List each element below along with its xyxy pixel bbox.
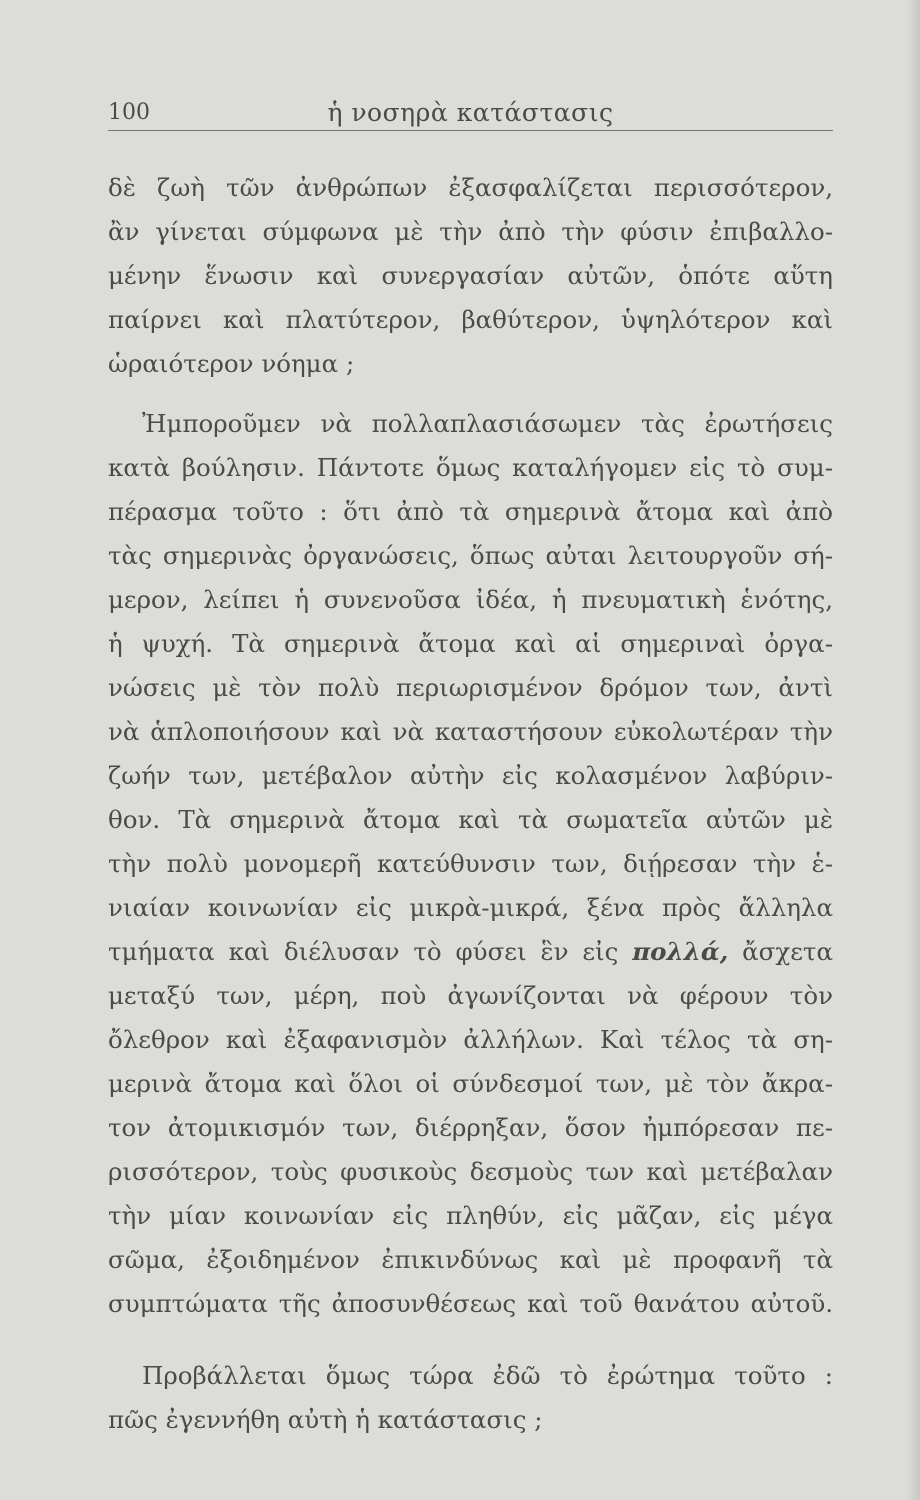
text-line: ἂν γίνεται σύμφωνα μὲ τὴν ἀπὸ τὴν φύσιν ἐπιβαλλο- xyxy=(108,217,833,246)
text-line: δὲ ζωὴ τῶν ἀνθρώπων ἐξασφαλίζεται περισσότερον, xyxy=(108,173,833,202)
text-line: ὄλεθρον καὶ ἐξαφανισμὸν ἀλλήλων. Καὶ τέλος τὰ ση- xyxy=(108,1025,833,1054)
text-line: Ἠμποροῦμεν νὰ πολλαπλασιάσωμεν τὰς ἐρωτήσεις xyxy=(142,409,833,438)
text-line: κατὰ βούλησιν. Πάντοτε ὅμως καταλήγομεν εἰς τὸ συμ- xyxy=(108,453,833,482)
text-line-with-emphasis xyxy=(108,930,833,974)
text-line: συμπτώματα τῆς ἀποσυνθέσεως καὶ τοῦ θανάτου αὐτοῦ. xyxy=(108,1289,833,1318)
text-segment: ἄσχετα xyxy=(728,937,833,966)
text-line: σῶμα, ἐξοιδημένον ἐπικινδύνως καὶ μὲ προφανῆ τὰ xyxy=(108,1245,833,1274)
text-line: νὰ ἁπλοποιήσουν καὶ νὰ καταστήσουν εὐκολωτέραν τὴν xyxy=(108,717,833,746)
text-line: παίρνει καὶ πλατύτερον, βαθύτερον, ὑψηλότερον καὶ xyxy=(108,305,833,334)
text-line: μερινὰ ἄτομα καὶ ὅλοι οἱ σύνδεσμοί των, μὲ τὸν ἄκρα- xyxy=(108,1069,833,1098)
running-title: ἡ νοσηρὰ κατάστασις xyxy=(327,98,614,127)
text-line: νιαίαν κοινωνίαν εἰς μικρὰ-μικρά, ξένα πρὸς ἄλληλα xyxy=(108,893,833,922)
text-line: ρισσότερον, τοὺς φυσικοὺς δεσμοὺς των καὶ μετέβαλαν xyxy=(108,1157,833,1186)
text-line: ζωήν των, μετέβαλον αὐτὴν εἰς κολασμένον λαβύριν- xyxy=(108,761,833,790)
page-edge-shadow xyxy=(906,0,920,1500)
page-header xyxy=(108,94,833,131)
text-line: τὴν πολὺ μονομερῆ κατεύθυνσιν των, διῄρεσαν τὴν ἑ- xyxy=(108,849,833,878)
text-segment: τμήματα καὶ διέλυσαν τὸ φύσει ἓν εἰς xyxy=(108,937,633,966)
text-line: τον ἀτομικισμόν των, διέρρηξαν, ὅσον ἠμπόρεσαν πε- xyxy=(108,1113,833,1142)
text-line: τὴν μίαν κοινωνίαν εἰς πληθύν, εἰς μᾶζαν, εἰς μέγα xyxy=(108,1201,833,1230)
text-line: θον. Τὰ σημερινὰ ἄτομα καὶ τὰ σωματεῖα αὐτῶν μὲ xyxy=(108,805,833,834)
text-line: πέρασμα τοῦτο : ὅτι ἀπὸ τὰ σημερινὰ ἄτομα καὶ ἀπὸ xyxy=(108,497,833,526)
text-line: νώσεις μὲ τὸν πολὺ περιωρισμένον δρόμον των, ἀντὶ xyxy=(108,673,833,702)
text-line: τὰς σημερινὰς ὀργανώσεις, ὅπως αὐται λειτουργοῦν σή- xyxy=(108,541,833,570)
text-line: Προβάλλεται ὅμως τώρα ἐδῶ τὸ ἐρώτημα τοῦτο : xyxy=(142,1361,833,1390)
emphasized-word: πολλά, xyxy=(632,937,729,966)
page-number: 100 xyxy=(108,100,150,125)
text-line: ἡ ψυχή. Τὰ σημερινὰ ἄτομα καὶ αἱ σημεριναὶ ὀργα- xyxy=(108,629,833,658)
text-line: μερον, λείπει ἡ συνενοῦσα ἰδέα, ἡ πνευματικὴ ἑνότης, xyxy=(108,585,833,614)
text-line: ὡραιότερον νόημα ; xyxy=(108,349,355,378)
text-line: μένην ἕνωσιν καὶ συνεργασίαν αὐτῶν, ὁπότε αὕτη xyxy=(108,261,833,290)
text-line: μεταξύ των, μέρη, ποὺ ἀγωνίζονται νὰ φέρουν τὸν xyxy=(108,981,833,1010)
text-line: πῶς ἐγεννήθη αὐτὴ ἡ κατάστασις ; xyxy=(108,1405,543,1434)
